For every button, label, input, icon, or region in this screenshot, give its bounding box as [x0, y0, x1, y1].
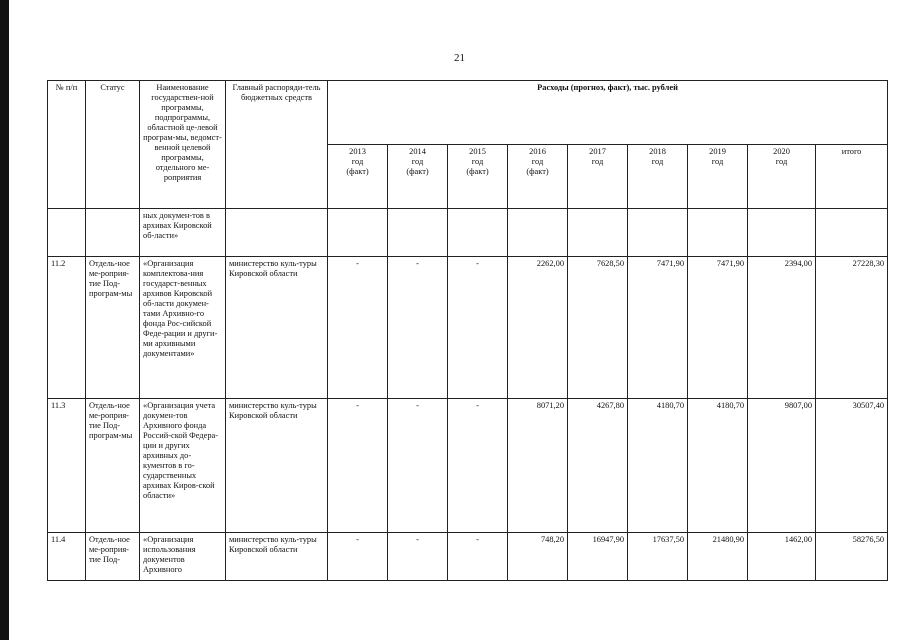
value-2014: - [388, 533, 448, 581]
row-manager: министерство куль-туры Кировской области [226, 399, 328, 533]
row-name: «Организация учета докумен-тов Архивного фонда Россий-ской Федера-ции и других архивных до-кументов в го-сударственных архивах Киров-ской области» [140, 399, 226, 533]
row-manager: министерство куль-туры Кировской области [226, 257, 328, 399]
row-manager: министерство куль-туры Кировской области [226, 533, 328, 581]
continuation-name: ных докумен-тов в архивах Кировской об-ласти» [140, 209, 226, 257]
header-manager: Главный распоряди-тель бюджетных средств [226, 81, 328, 209]
value-2014: - [388, 257, 448, 399]
scan-edge-bar [0, 0, 9, 640]
table-row [48, 533, 888, 581]
year-unit: год [651, 157, 664, 166]
year-label: 2017 [589, 147, 606, 156]
value-2020: 9807,00 [748, 399, 816, 533]
value-total: 30507,40 [816, 399, 888, 533]
year-label: 2018 [649, 147, 666, 156]
value-2017: 16947,90 [568, 533, 628, 581]
value-2015: - [448, 533, 508, 581]
year-col-2014 [388, 145, 448, 209]
year-kind: (факт) [406, 167, 429, 176]
header-expenses: Расходы (прогноз, факт), тыс. рублей [328, 81, 888, 145]
year-col-2016 [508, 145, 568, 209]
value-2019: 21480,90 [688, 533, 748, 581]
value-2013: - [328, 257, 388, 399]
continuation-row [48, 209, 888, 257]
value-2013: - [328, 399, 388, 533]
year-kind: (факт) [526, 167, 549, 176]
row-status: Отдель-ное ме-роприя-тие Под- [86, 533, 140, 581]
value-total: 58276,50 [816, 533, 888, 581]
year-unit: год [531, 157, 544, 166]
row-status: Отдель-ное ме-роприя-тие Под-програм-мы [86, 257, 140, 399]
value-2018: 7471,90 [628, 257, 688, 399]
row-no: 11.2 [48, 257, 86, 399]
value-2017: 7628,50 [568, 257, 628, 399]
year-col-2018 [628, 145, 688, 209]
header-status: Статус [86, 81, 140, 209]
row-no: 11.3 [48, 399, 86, 533]
value-2013: - [328, 533, 388, 581]
year-label: 2015 [469, 147, 486, 156]
row-no: 11.4 [48, 533, 86, 581]
page-number: 21 [454, 52, 465, 64]
row-name: «Организация комплектова-ния государст-венных архивов Кировской об-ласти докумен-тами Архивно-го фонда Рос-сийской Феде-рации и други-ми архивными документами» [140, 257, 226, 399]
year-kind: (факт) [346, 167, 369, 176]
year-col-2020 [748, 145, 816, 209]
year-unit: год [411, 157, 424, 166]
value-2018: 17637,50 [628, 533, 688, 581]
year-col-2013 [328, 145, 388, 209]
value-2014: - [388, 399, 448, 533]
year-unit: год [471, 157, 484, 166]
table-row [48, 399, 888, 533]
row-name: «Организация использования документов Архивного [140, 533, 226, 581]
year-kind: (факт) [466, 167, 489, 176]
header-row-top [48, 81, 888, 145]
year-col-2015 [448, 145, 508, 209]
value-2019: 4180,70 [688, 399, 748, 533]
value-2016: 2262,00 [508, 257, 568, 399]
value-2016: 748,20 [508, 533, 568, 581]
table-row [48, 257, 888, 399]
header-name: Наименование государствен-ной программы, подпрограммы, областной це-левой програм-мы, ведомст-венной целевой программы, отдельного ме-роприятия [140, 81, 226, 209]
year-col-2017 [568, 145, 628, 209]
value-2020: 1462,00 [748, 533, 816, 581]
year-col-2019 [688, 145, 748, 209]
year-label: 2014 [409, 147, 426, 156]
value-2020: 2394,00 [748, 257, 816, 399]
year-label: 2016 [529, 147, 546, 156]
year-label: 2020 [773, 147, 790, 156]
value-2016: 8071,20 [508, 399, 568, 533]
year-unit: год [775, 157, 788, 166]
value-total: 27228,30 [816, 257, 888, 399]
value-2015: - [448, 399, 508, 533]
year-label: 2019 [709, 147, 726, 156]
total-col: итого [816, 145, 888, 209]
expenses-table [47, 80, 888, 581]
value-2019: 7471,90 [688, 257, 748, 399]
year-unit: год [711, 157, 724, 166]
year-unit: год [351, 157, 364, 166]
value-2017: 4267,80 [568, 399, 628, 533]
year-label: 2013 [349, 147, 366, 156]
value-2018: 4180,70 [628, 399, 688, 533]
header-no: № п/п [48, 81, 86, 209]
row-status: Отдель-ное ме-роприя-тие Под-програм-мы [86, 399, 140, 533]
value-2015: - [448, 257, 508, 399]
year-unit: год [591, 157, 604, 166]
